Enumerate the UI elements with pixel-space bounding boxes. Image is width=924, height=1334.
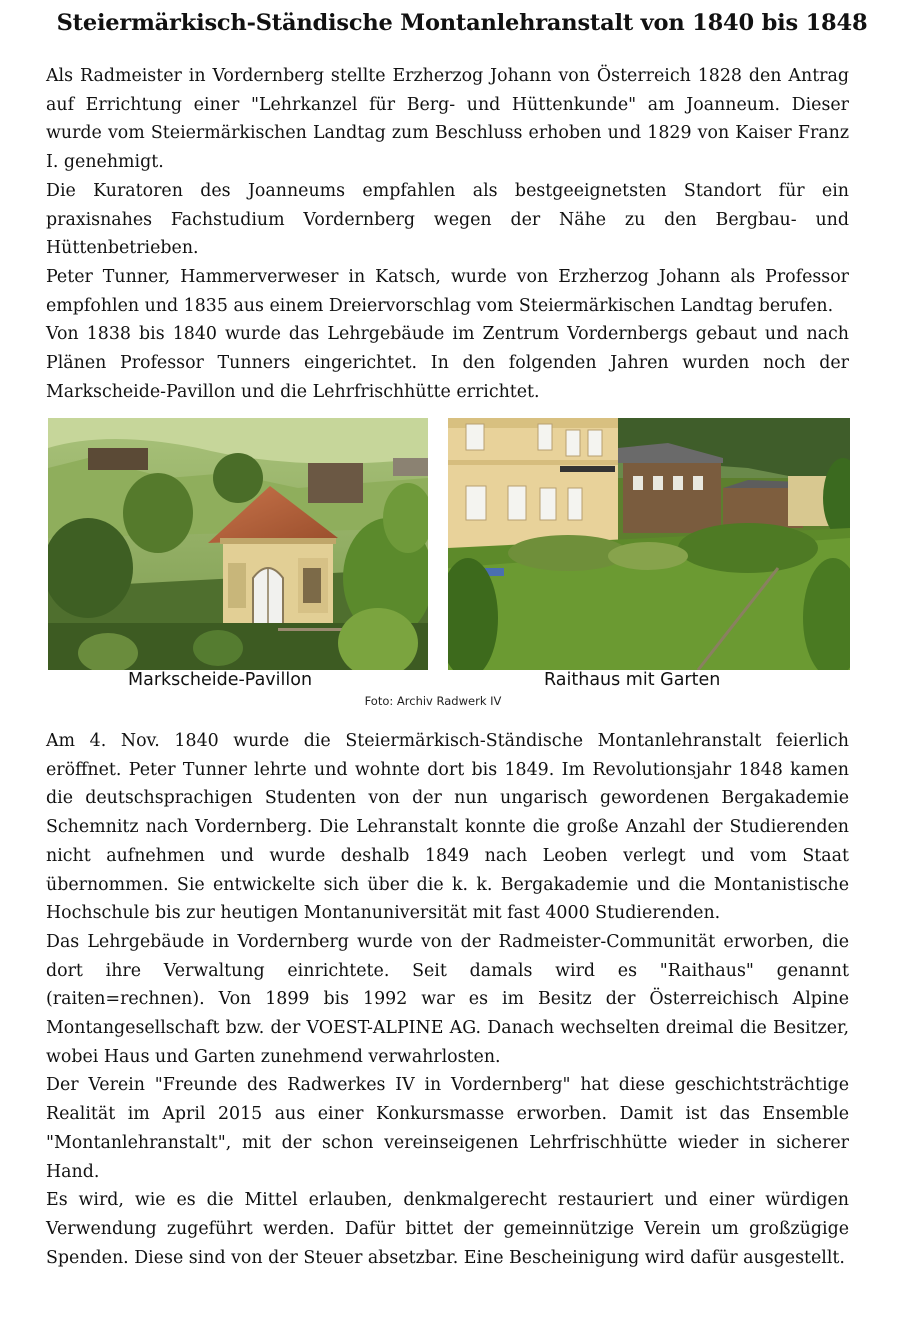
page-title: Steiermärkisch-Ständische Montanlehranstalt von 1840 bis 1848 xyxy=(56,10,868,36)
paragraph: Der Verein "Freunde des Radwerkes IV in Vordernberg" hat diese geschichtsträchtige Realität im April 2015 aus einer Konkursmasse erworben. Damit ist das Ensemble "Montanlehranstalt", mit der schon vereinseigenen Lehrfrischhütte wieder in sicherer Hand. xyxy=(46,1075,849,1182)
paragraph: Das Lehrgebäude in Vordernberg wurde von der Radmeister-Communität erworben, die dort ihre Verwaltung einrichtete. Seit damals wird es "Raithaus" genannt (raiten=rechnen). Von 1899 bis 1992 war es im Besitz der Österreichisch Alpine Montangesellschaft bzw. der VOEST-ALPINE AG. Danach wechselten dreimal die Besitzer, wobei Haus und Garten zunehmend verwahrlosten. xyxy=(46,931,849,1067)
intro-text xyxy=(46,62,849,406)
raithaus-caption: Raithaus mit Garten xyxy=(544,670,721,690)
paragraph: Die Kuratoren des Joanneums empfahlen als bestgeeignetsten Standort für ein praxisnahes Fachstudium Vordernberg wegen der Nähe zu den Bergbau- und Hüttenbetrieben. xyxy=(46,180,849,259)
paragraph: Peter Tunner, Hammerverweser in Katsch, wurde von Erzherzog Johann als Professor empfohlen und 1835 aus einem Dreiervorschlag vom Steiermärkischen Landtag berufen. xyxy=(46,266,849,316)
paragraph: Am 4. Nov. 1840 wurde die Steiermärkisch-Ständische Montanlehranstalt feierlich eröffnet. Peter Tunner lehrte und wohnte dort bis 1849. Im Revolutionsjahr 1848 kamen die deutschsprachigen Studenten von der nun ungarisch gewordenen Bergakademie Schemnitz nach Vordernberg. Die Lehranstalt konnte die große Anzahl der Studierenden nicht aufnehmen und wurde deshalb 1849 nach Leoben verlegt und vom Staat übernommen. Sie entwickelte sich über die k. k. Bergakademie und die Montanistische Hochschule bis zur heutigen Montanuniversität mit fast 4000 Studierenden. xyxy=(46,731,849,924)
paragraph: Als Radmeister in Vordernberg stellte Erzherzog Johann von Österreich 1828 den Antrag auf Errichtung einer "Lehrkanzel für Berg- und Hüttenkunde" am Joanneum. Dieser wurde vom Steiermärkischen Landtag zum Beschluss erhoben und 1829 von Kaiser Franz I. genehmigt. xyxy=(46,66,849,173)
pavilion-photo xyxy=(48,418,428,670)
main-text xyxy=(46,727,849,1272)
paragraph: Es wird, wie es die Mittel erlauben, denkmalgerecht restauriert und einer würdigen Verwendung zugeführt werden. Dafür bittet der gemeinnützige Verein um großzügige Spenden. Diese sind von der Steuer absetzbar. Eine Bescheinigung wird dafür ausgestellt. xyxy=(46,1190,849,1268)
paragraph: Von 1838 bis 1840 wurde das Lehrgebäude im Zentrum Vordernbergs gebaut und nach Plänen Professor Tunners eingerichtet. In den folgenden Jahren wurden noch der Markscheide-Pavillon und die Lehrfrischhütte errichtet. xyxy=(46,324,849,402)
raithaus-photo xyxy=(448,418,850,670)
pavilion-caption: Markscheide-Pavillon xyxy=(128,670,313,690)
photo-credit: Foto: Archiv Radwerk IV xyxy=(364,694,502,708)
